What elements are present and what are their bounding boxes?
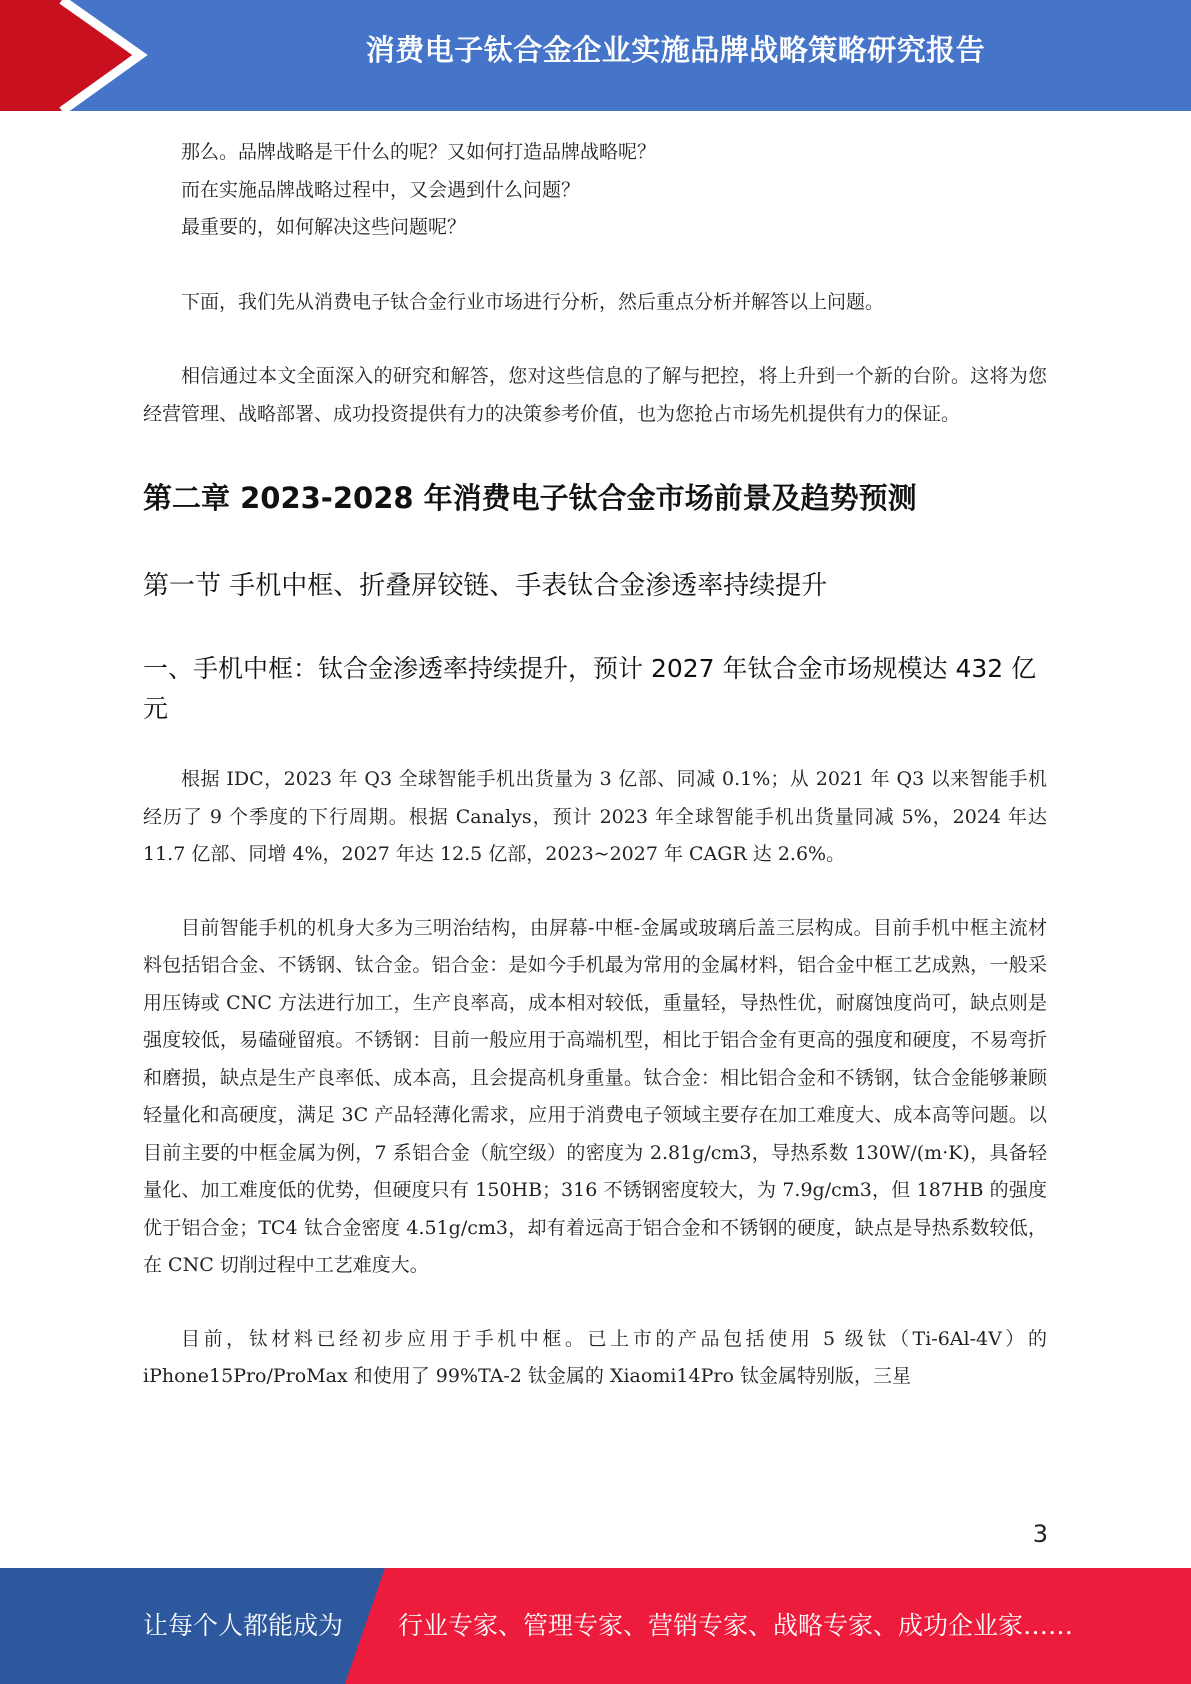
page-number: 3 [1032,1520,1048,1548]
footer-slogan-left: 让每个人都能成为 [143,1611,344,1640]
body-paragraph-2: 目前智能手机的机身大多为三明治结构，由屏幕-中框-金属或玻璃后盖三层构成。目前手机中框主流材料包括铝合金、不锈钢、钛合金。铝合金：是如今手机最为常用的金属材料，铝合金中框工艺成熟，一般采用压铸或 CNC 方法进行加工，生产良率高，成本相对较低，重量轻，导热性优，耐腐蚀度尚可，缺点则是强度较低，易磕碰留痕。不锈钢：目前一般应用于高端机型，相比于铝合金有更高的强度和硬度，不易弯折和磨损，缺点是生产良率低、成本高，且会提高机身重量。钛合金：相比铝合金和不锈钢，钛合金能够兼顾轻量化和高硬度，满足 3C 产品轻薄化需求，应用于消费电子领域主要存在加工难度大、成本高等问题。以目前主要的中框金属为例，7 系铝合金（航空级）的密度为 2.81g/cm3，导热系数 130W/(m·K)，具备轻量化、加工难度低的优势，但硬度只有 150HB；316 不锈钢密度较大，为 7.9g/cm3，但 187HB 的强度优于铝合金；TC4 钛合金密度 4.51g/cm3，却有着远高于铝合金和不锈钢的硬度，缺点是导热系数较低，在 CNC 切削过程中工艺难度大。 [143,916,1047,1276]
intro-line-4: 下面，我们先从消费电子钛合金行业市场进行分析，然后重点分析并解答以上问题。 [181,290,885,313]
page-header [0,0,1191,111]
subsection-title: 一、手机中框：钛合金渗透率持续提升，预计 2027 年钛合金市场规模达 432 亿元 [143,654,1037,723]
body-paragraph-1: 根据 IDC，2023 年 Q3 全球智能手机出货量为 3 亿部、同减 0.1%；从 2021 年 Q3 以来智能手机经历了 9 个季度的下行周期。根据 Canalys，预计 2023 年全球智能手机出货量同减 5%，2024 年达 11.7 亿部、同增 4%，2027 年达 12.5 亿部，2023~2027 年 CAGR 达 2.6%。 [143,768,1047,865]
header-arrow-decoration [0,0,160,111]
chapter-title: 第二章 2023-2028 年消费电子钛合金市场前景及趋势预测 [143,481,917,515]
header-title: 消费电子钛合金企业实施品牌战略策略研究报告 [365,33,986,67]
intro-line-3: 最重要的，如何解决这些问题呢？ [181,216,467,238]
body-paragraph-3: 目前，钛材料已经初步应用于手机中框。已上市的产品包括使用 5 级钛（Ti-6Al-4V）的 iPhone15Pro/ProMax 和使用了 99%TA-2 钛金属的 Xiaomi14Pro 钛金属特别版，三星 [143,1327,1047,1387]
intro-line-2: 而在实施品牌战略过程中，又会遇到什么问题？ [181,178,581,201]
document-body [143,134,1047,1396]
section-title: 第一节 手机中框、折叠屏铰链、手表钛合金渗透率持续提升 [143,571,828,601]
page-footer [0,1568,1191,1684]
footer-slogan-right: 行业专家、管理专家、营销专家、战略专家、成功企业家…… [398,1611,1074,1640]
intro-paragraph: 相信通过本文全面深入的研究和解答，您对这些信息的了解与把控，将上升到一个新的台阶。这将为您经营管理、战略部署、成功投资提供有力的决策参考价值，也为您抢占市场先机提供有力的保证。 [143,365,1047,425]
intro-line-1: 那么。品牌战略是干什么的呢？又如何打造品牌战略呢？ [181,141,657,163]
